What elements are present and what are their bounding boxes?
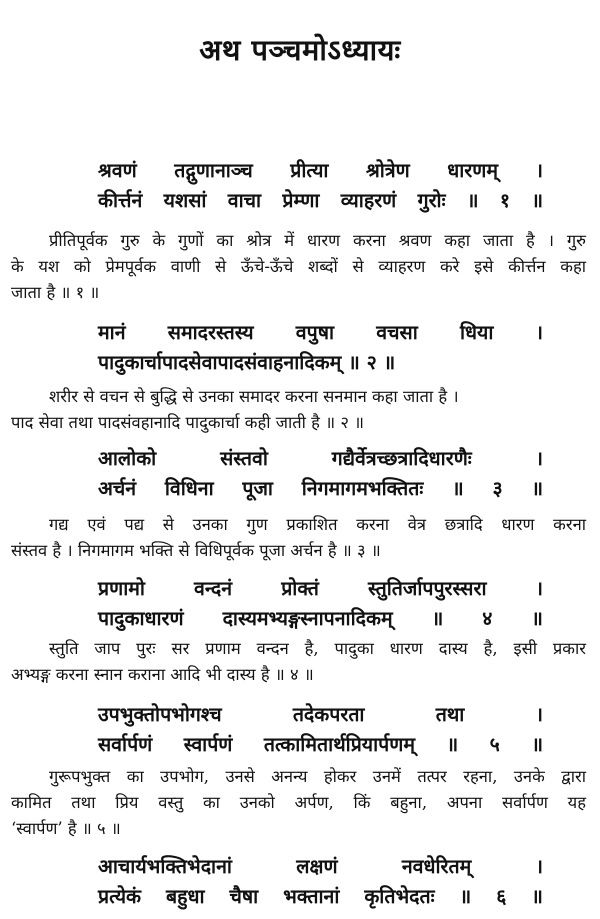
verse-line: उपभुक्तोपभोगश्च तदेकपरता तथा । (98, 703, 543, 726)
meaning-2 (11, 384, 586, 436)
meaning-line: गद्य एवं पद्य से उनका गुण प्रकाशित करना वेत्र छत्रादि धारण करना (49, 515, 586, 534)
verse-line: आलोको संस्तवो गद्यैर्वेत्रच्छत्रादिधारणैः । (98, 447, 543, 470)
verse-1 (98, 156, 543, 216)
verse-line: कीर्त्तनं यशसां वाचा प्रेम्णा व्याहरणं गुरोः ॥ १ ॥ (98, 189, 543, 212)
verse-3 (98, 444, 543, 504)
meaning-line: प्रीतिपूर्वक गुरु के गुणों का श्रोत्र में धारण करना श्रवण कहा जाता है । गुरु (49, 231, 586, 250)
meaning-line: शरीर से वचन से बुद्धि से उनका समादर करना सनमान कहा जाता है । (49, 387, 459, 406)
verse-line: आचार्यभक्तिभेदानां लक्षणं नवधेरितम् । (98, 855, 543, 878)
verse-line: श्रवणं तद्गुणानाञ्च प्रीत्या श्रोत्रेण धारणम् । (98, 159, 543, 182)
meaning-3 (11, 512, 586, 564)
verse-4 (98, 574, 543, 634)
verse-line: पादुकाधारणं दास्यमभ्यङ्गस्नापनादिकम् ॥ ४ ॥ (98, 607, 543, 630)
verse-line: मानं समादरस्तस्य वपुषा वचसा धिया । (98, 321, 543, 344)
meaning-1 (11, 228, 586, 306)
chapter-title: अथ पञ्चमोऽध्यायः (199, 33, 401, 67)
meaning-line: अभ्यङ्ग करना स्नान कराना आदि भी दास्य है ॥ ४ ॥ (11, 665, 314, 684)
meaning-line: संस्तव है । निगमागम भक्ति से विधिपूर्वक पूजा अर्चन है ॥ ३ ॥ (11, 541, 381, 560)
verse-line: प्रणामो वन्दनं प्रोक्तं स्तुतिर्जापपुरस्सरा । (98, 577, 543, 600)
meaning-line: गुरूपभुक्त का उपभोग, उनसे अनन्य होकर उनमें तत्पर रहना, उनके द्वारा (49, 767, 586, 786)
meaning-line: ‘स्वार्पण’ है ॥ ५ ॥ (11, 819, 121, 838)
verse-6 (98, 852, 543, 912)
meaning-line: पाद सेवा तथा पादसंवहानादि पादुकार्चा कही जाती है ॥ २ ॥ (11, 413, 365, 432)
meaning-5 (11, 764, 586, 842)
meaning-line: कामित तथा प्रिय वस्तु का उनको अर्पण, किं बहुना, अपना सर्वार्पण यह (11, 793, 586, 812)
meaning-line: के यश को प्रेमपूर्वक वाणी से ऊँचे-ऊँचे शब्दों से व्याहरण करे इसे कीर्त्तन कहा (11, 257, 586, 276)
verse-line: पादुकार्चापादसेवापादसंवाहनादिकम् ॥ २ ॥ (98, 351, 396, 374)
verse-line: अर्चनं विधिना पूजा निगमागमभक्तितः ॥ ३ ॥ (98, 477, 543, 500)
meaning-line: स्तुति जाप पुरः सर प्रणाम वन्दन है, पादुका धारण दास्य है, इसी प्रकार (49, 639, 586, 658)
verse-line: सर्वार्पणं स्वार्पणं तत्कामितार्थप्रियार्पणम् ॥ ५ ॥ (98, 733, 543, 756)
verse-2 (98, 318, 543, 378)
verse-line: प्रत्येकं बहुधा चैषा भक्तानां कृतिभेदतः ॥ ६ ॥ (98, 885, 543, 908)
meaning-line: जाता है ॥ १ ॥ (11, 283, 100, 302)
verse-5 (98, 700, 543, 760)
meaning-4 (11, 636, 586, 688)
